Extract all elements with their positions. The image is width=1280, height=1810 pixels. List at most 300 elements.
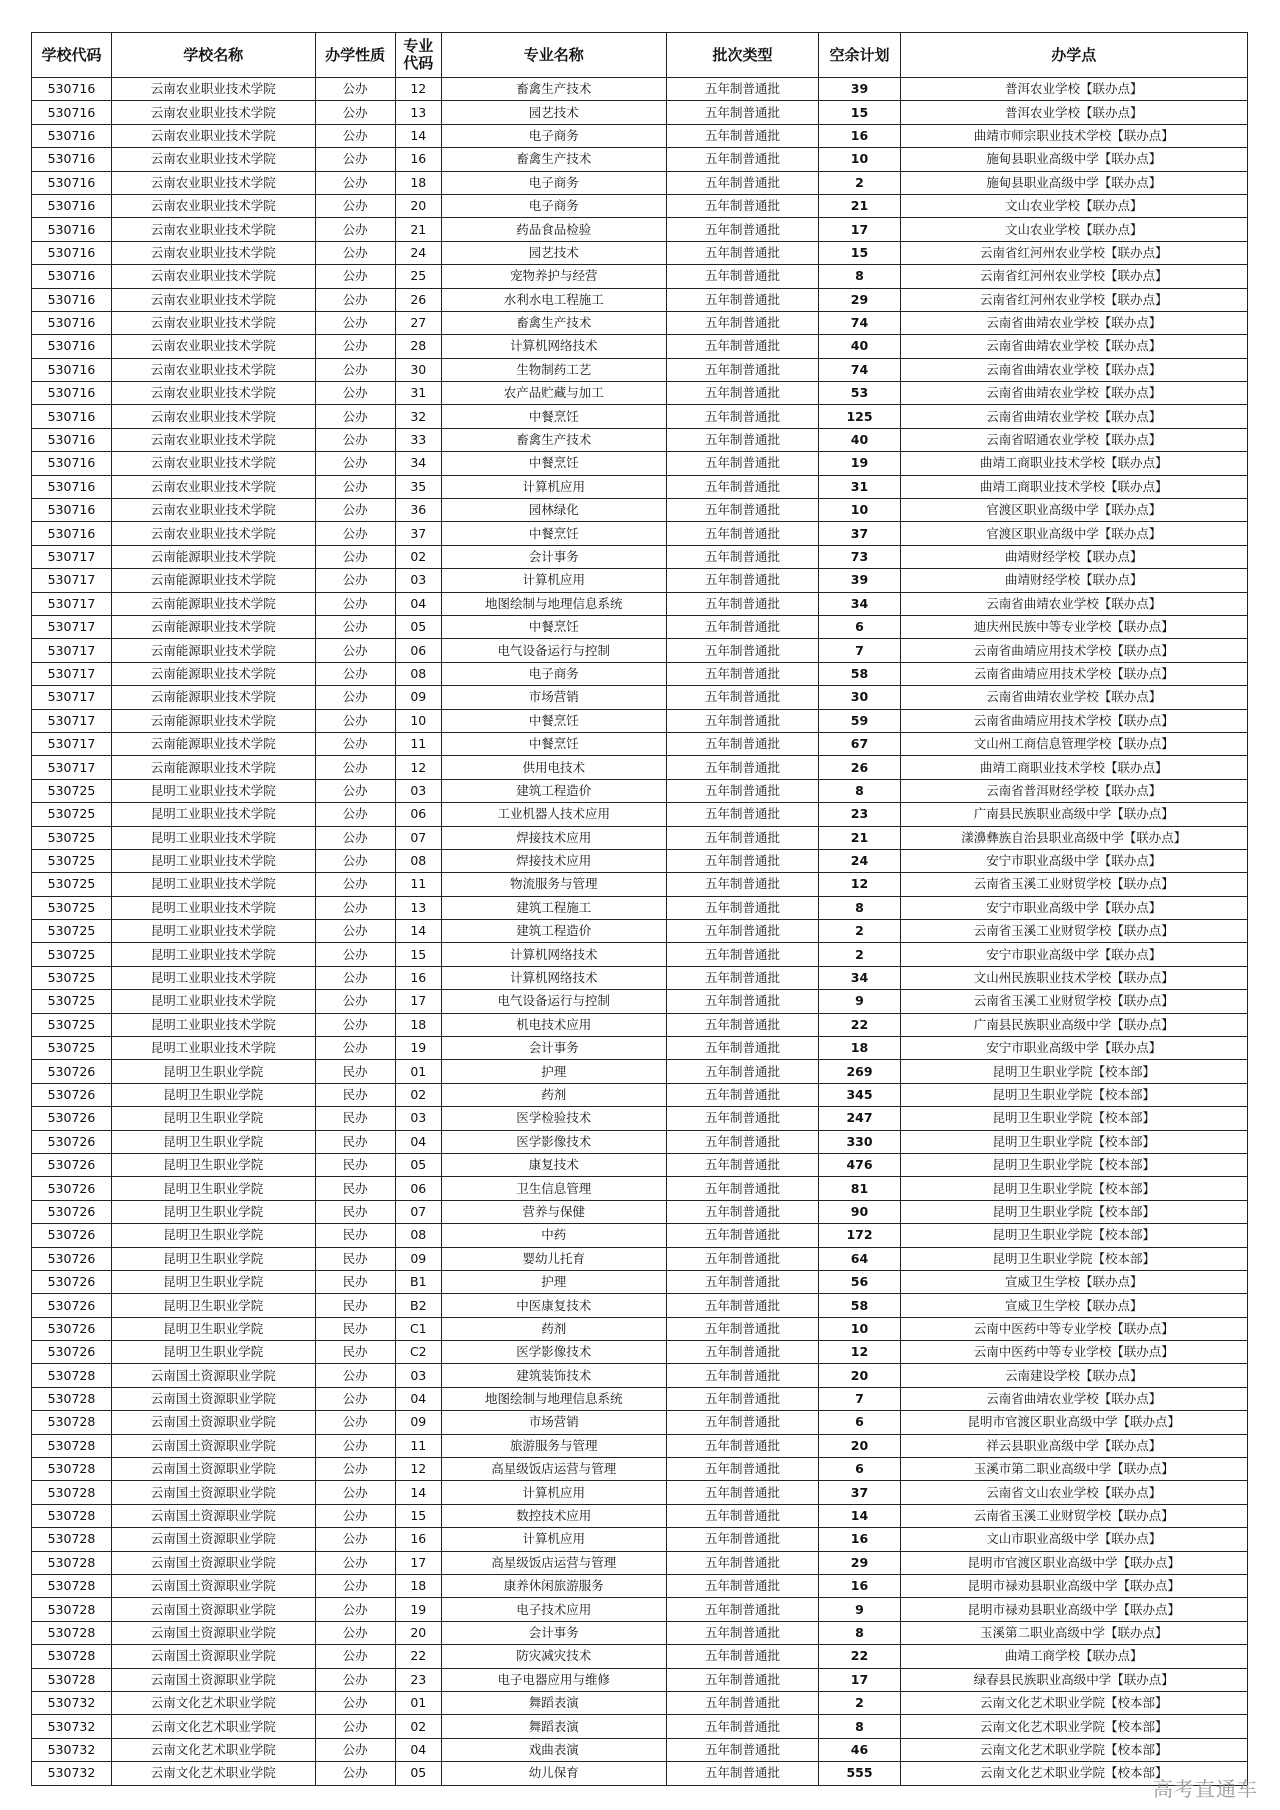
cell-vacant-plan: 40 xyxy=(819,428,900,451)
cell-school-name: 云南农业职业技术学院 xyxy=(111,124,315,147)
cell-school-code: 530725 xyxy=(32,966,112,989)
cell-ownership: 公办 xyxy=(315,101,395,124)
cell-school-code: 530726 xyxy=(32,1317,112,1340)
cell-major-code: 05 xyxy=(395,1762,441,1785)
cell-ownership: 公办 xyxy=(315,896,395,919)
cell-ownership: 公办 xyxy=(315,849,395,872)
cell-ownership: 公办 xyxy=(315,569,395,592)
cell-major-name: 计算机网络技术 xyxy=(441,335,666,358)
cell-school-code: 530726 xyxy=(32,1177,112,1200)
cell-major-name: 幼儿保育 xyxy=(441,1762,666,1785)
cell-ownership: 民办 xyxy=(315,1224,395,1247)
cell-school-code: 530725 xyxy=(32,896,112,919)
cell-school-code: 530728 xyxy=(32,1434,112,1457)
cell-ownership: 公办 xyxy=(315,358,395,381)
cell-major-code: 15 xyxy=(395,1504,441,1527)
cell-major-name: 焊接技术应用 xyxy=(441,849,666,872)
cell-batch-type: 五年制普通批 xyxy=(666,1107,819,1130)
table-row xyxy=(32,803,1248,826)
cell-campus: 云南省红河州农业学校【联办点】 xyxy=(900,265,1247,288)
table-row xyxy=(32,1621,1248,1644)
table-row xyxy=(32,615,1248,638)
cell-major-name: 计算机网络技术 xyxy=(441,943,666,966)
cell-vacant-plan: 8 xyxy=(819,265,900,288)
cell-major-name: 园艺技术 xyxy=(441,241,666,264)
cell-school-name: 昆明卫生职业学院 xyxy=(111,1341,315,1364)
cell-major-code: 16 xyxy=(395,966,441,989)
cell-campus: 云南省曲靖农业学校【联办点】 xyxy=(900,686,1247,709)
cell-ownership: 公办 xyxy=(315,475,395,498)
cell-campus: 曲靖工商职业技术学校【联办点】 xyxy=(900,452,1247,475)
cell-school-name: 云南国土资源职业学院 xyxy=(111,1434,315,1457)
table-row xyxy=(32,382,1248,405)
table-row xyxy=(32,1317,1248,1340)
cell-major-code: 08 xyxy=(395,1224,441,1247)
cell-campus: 玉溪市第二职业高级中学【联办点】 xyxy=(900,1458,1247,1481)
cell-batch-type: 五年制普通批 xyxy=(666,1528,819,1551)
cell-major-name: 计算机应用 xyxy=(441,1481,666,1504)
table-row xyxy=(32,1598,1248,1621)
cell-school-code: 530732 xyxy=(32,1738,112,1761)
cell-major-code: 05 xyxy=(395,615,441,638)
cell-school-name: 云南文化艺术职业学院 xyxy=(111,1715,315,1738)
cell-campus: 云南文化艺术职业学院【校本部】 xyxy=(900,1715,1247,1738)
table-row xyxy=(32,475,1248,498)
table-row xyxy=(32,218,1248,241)
cell-school-name: 云南能源职业技术学院 xyxy=(111,592,315,615)
cell-major-name: 电子商务 xyxy=(441,171,666,194)
header-ownership: 办学性质 xyxy=(315,33,395,78)
cell-school-code: 530728 xyxy=(32,1598,112,1621)
cell-school-name: 云南农业职业技术学院 xyxy=(111,194,315,217)
table-row xyxy=(32,1504,1248,1527)
cell-school-code: 530732 xyxy=(32,1715,112,1738)
cell-ownership: 公办 xyxy=(315,218,395,241)
cell-major-name: 电子商务 xyxy=(441,662,666,685)
cell-school-name: 云南能源职业技术学院 xyxy=(111,615,315,638)
table-row xyxy=(32,592,1248,615)
cell-school-name: 云南国土资源职业学院 xyxy=(111,1364,315,1387)
cell-campus: 迪庆州民族中等专业学校【联办点】 xyxy=(900,615,1247,638)
cell-school-code: 530728 xyxy=(32,1551,112,1574)
cell-school-code: 530716 xyxy=(32,265,112,288)
cell-school-name: 云南文化艺术职业学院 xyxy=(111,1738,315,1761)
table-row xyxy=(32,78,1248,101)
header-school-code: 学校代码 xyxy=(32,33,112,78)
cell-school-code: 530716 xyxy=(32,499,112,522)
cell-major-code: 13 xyxy=(395,101,441,124)
cell-school-code: 530726 xyxy=(32,1153,112,1176)
cell-ownership: 公办 xyxy=(315,1387,395,1410)
cell-major-code: 19 xyxy=(395,1598,441,1621)
cell-campus: 昆明卫生职业学院【校本部】 xyxy=(900,1153,1247,1176)
table-row xyxy=(32,1177,1248,1200)
cell-school-name: 昆明卫生职业学院 xyxy=(111,1294,315,1317)
cell-batch-type: 五年制普通批 xyxy=(666,1738,819,1761)
cell-vacant-plan: 23 xyxy=(819,803,900,826)
cell-ownership: 公办 xyxy=(315,779,395,802)
cell-major-code: 09 xyxy=(395,1411,441,1434)
cell-ownership: 公办 xyxy=(315,803,395,826)
cell-school-name: 云南国土资源职业学院 xyxy=(111,1645,315,1668)
cell-school-name: 云南文化艺术职业学院 xyxy=(111,1762,315,1785)
cell-major-code: 35 xyxy=(395,475,441,498)
cell-vacant-plan: 39 xyxy=(819,78,900,101)
cell-campus: 昆明卫生职业学院【校本部】 xyxy=(900,1247,1247,1270)
cell-campus: 云南省曲靖农业学校【联办点】 xyxy=(900,335,1247,358)
cell-major-name: 畜禽生产技术 xyxy=(441,78,666,101)
cell-major-name: 医学影像技术 xyxy=(441,1130,666,1153)
cell-major-code: 06 xyxy=(395,803,441,826)
table-row xyxy=(32,1013,1248,1036)
cell-vacant-plan: 6 xyxy=(819,615,900,638)
cell-ownership: 公办 xyxy=(315,522,395,545)
cell-school-name: 云南能源职业技术学院 xyxy=(111,709,315,732)
cell-campus: 云南省曲靖应用技术学校【联办点】 xyxy=(900,639,1247,662)
cell-campus: 文山农业学校【联办点】 xyxy=(900,218,1247,241)
cell-batch-type: 五年制普通批 xyxy=(666,615,819,638)
cell-batch-type: 五年制普通批 xyxy=(666,101,819,124)
cell-school-name: 云南国土资源职业学院 xyxy=(111,1387,315,1410)
cell-major-name: 卫生信息管理 xyxy=(441,1177,666,1200)
table-row xyxy=(32,756,1248,779)
cell-batch-type: 五年制普通批 xyxy=(666,311,819,334)
cell-major-name: 建筑工程造价 xyxy=(441,920,666,943)
cell-vacant-plan: 24 xyxy=(819,849,900,872)
cell-school-code: 530716 xyxy=(32,148,112,171)
cell-school-name: 云南农业职业技术学院 xyxy=(111,358,315,381)
cell-ownership: 民办 xyxy=(315,1341,395,1364)
cell-school-name: 云南农业职业技术学院 xyxy=(111,499,315,522)
cell-campus: 官渡区职业高级中学【联办点】 xyxy=(900,499,1247,522)
cell-school-name: 昆明卫生职业学院 xyxy=(111,1130,315,1153)
cell-batch-type: 五年制普通批 xyxy=(666,1691,819,1714)
cell-vacant-plan: 9 xyxy=(819,1598,900,1621)
cell-major-code: 04 xyxy=(395,1387,441,1410)
cell-campus: 玉溪第二职业高级中学【联办点】 xyxy=(900,1621,1247,1644)
cell-major-name: 市场营销 xyxy=(441,686,666,709)
cell-vacant-plan: 2 xyxy=(819,171,900,194)
cell-school-code: 530725 xyxy=(32,943,112,966)
cell-vacant-plan: 20 xyxy=(819,1364,900,1387)
cell-major-code: 18 xyxy=(395,171,441,194)
cell-campus: 普洱农业学校【联办点】 xyxy=(900,101,1247,124)
cell-school-name: 云南国土资源职业学院 xyxy=(111,1458,315,1481)
table-row xyxy=(32,405,1248,428)
cell-vacant-plan: 8 xyxy=(819,896,900,919)
cell-major-code: 04 xyxy=(395,1738,441,1761)
cell-school-code: 530728 xyxy=(32,1575,112,1598)
cell-school-name: 昆明卫生职业学院 xyxy=(111,1224,315,1247)
cell-campus: 云南省曲靖农业学校【联办点】 xyxy=(900,311,1247,334)
cell-ownership: 公办 xyxy=(315,78,395,101)
cell-major-code: 28 xyxy=(395,335,441,358)
cell-major-name: 建筑工程施工 xyxy=(441,896,666,919)
cell-major-code: 21 xyxy=(395,218,441,241)
cell-batch-type: 五年制普通批 xyxy=(666,1715,819,1738)
cell-major-code: 12 xyxy=(395,756,441,779)
cell-ownership: 公办 xyxy=(315,1668,395,1691)
cell-major-name: 计算机网络技术 xyxy=(441,966,666,989)
cell-batch-type: 五年制普通批 xyxy=(666,171,819,194)
cell-batch-type: 五年制普通批 xyxy=(666,1621,819,1644)
cell-vacant-plan: 7 xyxy=(819,1387,900,1410)
cell-school-name: 昆明工业职业技术学院 xyxy=(111,1013,315,1036)
cell-school-code: 530716 xyxy=(32,405,112,428)
table-row xyxy=(32,662,1248,685)
cell-batch-type: 五年制普通批 xyxy=(666,756,819,779)
cell-ownership: 民办 xyxy=(315,1177,395,1200)
cell-batch-type: 五年制普通批 xyxy=(666,522,819,545)
cell-school-name: 昆明工业职业技术学院 xyxy=(111,873,315,896)
cell-school-code: 530726 xyxy=(32,1247,112,1270)
cell-major-code: 04 xyxy=(395,1130,441,1153)
cell-major-name: 电子商务 xyxy=(441,124,666,147)
cell-major-name: 中餐烹饪 xyxy=(441,732,666,755)
cell-campus: 安宁市职业高级中学【联办点】 xyxy=(900,896,1247,919)
cell-major-code: 06 xyxy=(395,1177,441,1200)
cell-ownership: 公办 xyxy=(315,1481,395,1504)
cell-vacant-plan: 17 xyxy=(819,218,900,241)
cell-major-name: 康养休闲旅游服务 xyxy=(441,1575,666,1598)
cell-vacant-plan: 34 xyxy=(819,966,900,989)
cell-major-code: 24 xyxy=(395,241,441,264)
header-row xyxy=(32,33,1248,78)
table-row xyxy=(32,920,1248,943)
cell-school-name: 云南农业职业技术学院 xyxy=(111,101,315,124)
cell-major-code: 15 xyxy=(395,943,441,966)
cell-vacant-plan: 29 xyxy=(819,288,900,311)
table-row xyxy=(32,1387,1248,1410)
cell-ownership: 公办 xyxy=(315,826,395,849)
cell-major-code: 14 xyxy=(395,920,441,943)
cell-major-name: 电子技术应用 xyxy=(441,1598,666,1621)
cell-vacant-plan: 330 xyxy=(819,1130,900,1153)
cell-campus: 曲靖工商职业技术学校【联办点】 xyxy=(900,475,1247,498)
cell-vacant-plan: 10 xyxy=(819,1317,900,1340)
table-row xyxy=(32,1434,1248,1457)
cell-school-code: 530717 xyxy=(32,686,112,709)
cell-ownership: 公办 xyxy=(315,1762,395,1785)
cell-campus: 云南省玉溪工业财贸学校【联办点】 xyxy=(900,920,1247,943)
cell-major-name: 物流服务与管理 xyxy=(441,873,666,896)
cell-vacant-plan: 247 xyxy=(819,1107,900,1130)
cell-vacant-plan: 39 xyxy=(819,569,900,592)
cell-ownership: 公办 xyxy=(315,335,395,358)
table-row xyxy=(32,288,1248,311)
cell-major-code: 06 xyxy=(395,639,441,662)
cell-major-name: 园林绿化 xyxy=(441,499,666,522)
cell-school-name: 云南能源职业技术学院 xyxy=(111,545,315,568)
cell-campus: 祥云县职业高级中学【联办点】 xyxy=(900,1434,1247,1457)
cell-major-name: 电气设备运行与控制 xyxy=(441,990,666,1013)
cell-ownership: 公办 xyxy=(315,1528,395,1551)
cell-school-code: 530716 xyxy=(32,335,112,358)
table-row xyxy=(32,1411,1248,1434)
cell-school-name: 云南国土资源职业学院 xyxy=(111,1411,315,1434)
cell-major-name: 计算机应用 xyxy=(441,475,666,498)
cell-batch-type: 五年制普通批 xyxy=(666,1434,819,1457)
cell-campus: 昆明市禄劝县职业高级中学【联办点】 xyxy=(900,1598,1247,1621)
cell-ownership: 民办 xyxy=(315,1294,395,1317)
cell-school-code: 530716 xyxy=(32,475,112,498)
cell-school-name: 云南农业职业技术学院 xyxy=(111,148,315,171)
cell-school-name: 云南农业职业技术学院 xyxy=(111,428,315,451)
cell-ownership: 民办 xyxy=(315,1317,395,1340)
table-row xyxy=(32,849,1248,872)
cell-ownership: 公办 xyxy=(315,171,395,194)
cell-campus: 云南省玉溪工业财贸学校【联办点】 xyxy=(900,990,1247,1013)
cell-school-code: 530716 xyxy=(32,452,112,475)
cell-ownership: 公办 xyxy=(315,1013,395,1036)
cell-ownership: 公办 xyxy=(315,966,395,989)
cell-school-name: 昆明工业职业技术学院 xyxy=(111,826,315,849)
header-campus: 办学点 xyxy=(900,33,1247,78)
cell-major-code: B1 xyxy=(395,1270,441,1293)
table-row xyxy=(32,311,1248,334)
cell-school-code: 530728 xyxy=(32,1528,112,1551)
cell-school-name: 云南农业职业技术学院 xyxy=(111,78,315,101)
cell-school-code: 530716 xyxy=(32,382,112,405)
cell-vacant-plan: 2 xyxy=(819,943,900,966)
cell-vacant-plan: 15 xyxy=(819,241,900,264)
cell-major-code: 20 xyxy=(395,1621,441,1644)
cell-school-code: 530728 xyxy=(32,1645,112,1668)
cell-school-name: 云南文化艺术职业学院 xyxy=(111,1691,315,1714)
cell-campus: 文山州民族职业技术学校【联办点】 xyxy=(900,966,1247,989)
cell-campus: 昆明卫生职业学院【校本部】 xyxy=(900,1107,1247,1130)
cell-major-code: 11 xyxy=(395,1434,441,1457)
table-row xyxy=(32,1481,1248,1504)
cell-vacant-plan: 31 xyxy=(819,475,900,498)
cell-batch-type: 五年制普通批 xyxy=(666,1762,819,1785)
table-row xyxy=(32,335,1248,358)
cell-batch-type: 五年制普通批 xyxy=(666,1645,819,1668)
cell-ownership: 民办 xyxy=(315,1083,395,1106)
table-row xyxy=(32,1715,1248,1738)
table-row xyxy=(32,522,1248,545)
cell-campus: 普洱农业学校【联办点】 xyxy=(900,78,1247,101)
cell-batch-type: 五年制普通批 xyxy=(666,1013,819,1036)
cell-campus: 云南省红河州农业学校【联办点】 xyxy=(900,241,1247,264)
cell-school-code: 530717 xyxy=(32,545,112,568)
cell-batch-type: 五年制普通批 xyxy=(666,849,819,872)
cell-school-code: 530716 xyxy=(32,358,112,381)
cell-ownership: 公办 xyxy=(315,148,395,171)
cell-major-code: 32 xyxy=(395,405,441,428)
cell-school-name: 云南农业职业技术学院 xyxy=(111,265,315,288)
cell-batch-type: 五年制普通批 xyxy=(666,709,819,732)
cell-major-name: 电子电器应用与维修 xyxy=(441,1668,666,1691)
cell-school-name: 云南国土资源职业学院 xyxy=(111,1504,315,1527)
cell-campus: 昆明卫生职业学院【校本部】 xyxy=(900,1060,1247,1083)
cell-ownership: 公办 xyxy=(315,1434,395,1457)
cell-school-code: 530725 xyxy=(32,920,112,943)
cell-school-name: 昆明工业职业技术学院 xyxy=(111,779,315,802)
cell-batch-type: 五年制普通批 xyxy=(666,732,819,755)
cell-school-name: 昆明卫生职业学院 xyxy=(111,1107,315,1130)
cell-ownership: 公办 xyxy=(315,382,395,405)
cell-batch-type: 五年制普通批 xyxy=(666,803,819,826)
cell-ownership: 公办 xyxy=(315,452,395,475)
cell-campus: 安宁市职业高级中学【联办点】 xyxy=(900,943,1247,966)
cell-school-name: 云南能源职业技术学院 xyxy=(111,686,315,709)
table-row xyxy=(32,1224,1248,1247)
cell-major-name: 旅游服务与管理 xyxy=(441,1434,666,1457)
cell-batch-type: 五年制普通批 xyxy=(666,1598,819,1621)
cell-campus: 云南省玉溪工业财贸学校【联办点】 xyxy=(900,1504,1247,1527)
cell-school-code: 530728 xyxy=(32,1668,112,1691)
cell-school-code: 530726 xyxy=(32,1270,112,1293)
cell-batch-type: 五年制普通批 xyxy=(666,335,819,358)
cell-major-name: 药剂 xyxy=(441,1317,666,1340)
cell-major-name: 药剂 xyxy=(441,1083,666,1106)
cell-campus: 曲靖市师宗职业技术学校【联办点】 xyxy=(900,124,1247,147)
table-row xyxy=(32,569,1248,592)
cell-school-code: 530717 xyxy=(32,569,112,592)
cell-school-code: 530717 xyxy=(32,592,112,615)
cell-vacant-plan: 125 xyxy=(819,405,900,428)
table-row xyxy=(32,1668,1248,1691)
cell-major-code: 05 xyxy=(395,1153,441,1176)
watermark: 高考直通车 xyxy=(1153,1777,1258,1801)
cell-major-name: 中餐烹饪 xyxy=(441,709,666,732)
table-row xyxy=(32,148,1248,171)
cell-batch-type: 五年制普通批 xyxy=(666,358,819,381)
cell-batch-type: 五年制普通批 xyxy=(666,920,819,943)
cell-school-code: 530725 xyxy=(32,1037,112,1060)
cell-major-name: 畜禽生产技术 xyxy=(441,311,666,334)
cell-school-code: 530716 xyxy=(32,101,112,124)
table-row xyxy=(32,1083,1248,1106)
cell-ownership: 公办 xyxy=(315,873,395,896)
cell-major-code: 31 xyxy=(395,382,441,405)
cell-vacant-plan: 26 xyxy=(819,756,900,779)
table-row xyxy=(32,545,1248,568)
cell-school-name: 昆明卫生职业学院 xyxy=(111,1247,315,1270)
cell-batch-type: 五年制普通批 xyxy=(666,896,819,919)
cell-batch-type: 五年制普通批 xyxy=(666,1177,819,1200)
cell-batch-type: 五年制普通批 xyxy=(666,1200,819,1223)
cell-vacant-plan: 10 xyxy=(819,148,900,171)
cell-major-code: 09 xyxy=(395,1247,441,1270)
table-row xyxy=(32,428,1248,451)
cell-ownership: 公办 xyxy=(315,241,395,264)
cell-campus: 云南省普洱财经学校【联办点】 xyxy=(900,779,1247,802)
cell-ownership: 公办 xyxy=(315,1598,395,1621)
cell-major-name: 市场营销 xyxy=(441,1411,666,1434)
cell-vacant-plan: 8 xyxy=(819,779,900,802)
cell-vacant-plan: 12 xyxy=(819,1341,900,1364)
cell-major-code: 23 xyxy=(395,1668,441,1691)
cell-vacant-plan: 53 xyxy=(819,382,900,405)
cell-batch-type: 五年制普通批 xyxy=(666,1317,819,1340)
cell-school-code: 530726 xyxy=(32,1107,112,1130)
cell-vacant-plan: 21 xyxy=(819,826,900,849)
cell-vacant-plan: 22 xyxy=(819,1013,900,1036)
cell-major-code: 03 xyxy=(395,569,441,592)
cell-school-name: 昆明卫生职业学院 xyxy=(111,1200,315,1223)
cell-batch-type: 五年制普通批 xyxy=(666,148,819,171)
cell-school-name: 云南农业职业技术学院 xyxy=(111,171,315,194)
cell-school-code: 530717 xyxy=(32,615,112,638)
header-vacant-plan: 空余计划 xyxy=(819,33,900,78)
cell-vacant-plan: 34 xyxy=(819,592,900,615)
cell-batch-type: 五年制普通批 xyxy=(666,592,819,615)
cell-campus: 云南省曲靖应用技术学校【联办点】 xyxy=(900,709,1247,732)
cell-campus: 昆明卫生职业学院【校本部】 xyxy=(900,1177,1247,1200)
cell-ownership: 公办 xyxy=(315,311,395,334)
